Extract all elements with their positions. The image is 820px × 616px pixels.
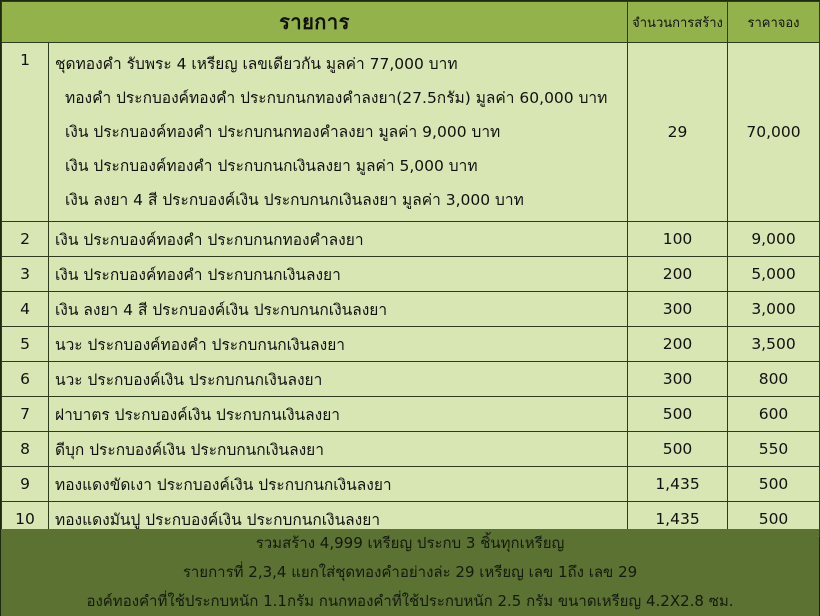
set-item-line: เงิน ประกบองค์ทองคำ ประกบกนกเงินลงยา มูลค่า 5,000 บาท (65, 157, 478, 175)
table-row (2, 327, 820, 362)
row-number: 5 (2, 327, 49, 362)
row-quantity: 200 (628, 327, 728, 362)
table-row (2, 222, 820, 257)
row-number: 6 (2, 362, 49, 397)
summary-line: องค์ทองคำที่ใช้ประกบหนัก 1.1กรัม กนกทองคำที่ใช้ประกบหนัก 2.5 กรัม ขนาดเหรียญ 4.2X2.8 ซม. (86, 592, 734, 610)
table-header-row (2, 2, 820, 43)
row-quantity: 500 (628, 432, 728, 467)
item-column-header: รายการ (2, 2, 628, 43)
table-row (2, 43, 820, 222)
row-description: เงิน ลงยา 4 สี ประกบองค์เงิน ประกบกนกเงินลงยา (49, 292, 628, 327)
price-table (1, 1, 820, 537)
summary-footer (1, 529, 819, 616)
price-column-header: ราคาจอง (728, 2, 820, 43)
row-quantity: 100 (628, 222, 728, 257)
row-price: 3,500 (728, 327, 820, 362)
set-description (49, 43, 628, 222)
row-description: นวะ ประกบองค์เงิน ประกบกนกเงินลงยา (49, 362, 628, 397)
table-row (2, 257, 820, 292)
row-description: ทองแดงขัดเงา ประกบองค์เงิน ประกบกนกเงินลงยา (49, 467, 628, 502)
row-description: เงิน ประกบองค์ทองคำ ประกบกนกเงินลงยา (49, 257, 628, 292)
row-price: 5,000 (728, 257, 820, 292)
table-row (2, 362, 820, 397)
summary-line: รายการที่ 2,3,4 แยกใส่ชุดทองคำอย่างล่ะ 29 เหรียญ เลข 1ถึง เลข 29 (182, 563, 638, 581)
row-price: 500 (728, 502, 820, 537)
set-item-line: เงิน ลงยา 4 สี ประกบองค์เงิน ประกบกนกเงินลงยา มูลค่า 3,000 บาท (65, 191, 524, 209)
table-row (2, 432, 820, 467)
row-number: 9 (2, 467, 49, 502)
quantity-column-header: จำนวนการสร้าง (628, 2, 728, 43)
table-row (2, 467, 820, 502)
set-title: ชุดทองคำ รับพระ 4 เหรียญ เลขเดียวกัน มูลค่า 77,000 บาท (55, 55, 458, 73)
row-quantity: 500 (628, 397, 728, 432)
row-price: 9,000 (728, 222, 820, 257)
row-quantity: 1,435 (628, 467, 728, 502)
row-quantity: 29 (628, 43, 728, 222)
row-number: 10 (2, 502, 49, 537)
row-description: ดีบุก ประกบองค์เงิน ประกบกนกเงินลงยา (49, 432, 628, 467)
row-quantity: 300 (628, 292, 728, 327)
row-quantity: 300 (628, 362, 728, 397)
row-number: 7 (2, 397, 49, 432)
table-row (2, 397, 820, 432)
set-item-line: ทองคำ ประกบองค์ทองคำ ประกบกนกทองคำลงยา(27.5กรัม) มูลค่า 60,000 บาท (65, 89, 608, 107)
row-number: 2 (2, 222, 49, 257)
summary-line: รวมสร้าง 4,999 เหรียญ ประกบ 3 ชิ้นทุกเหรียญ (255, 534, 565, 552)
row-number: 8 (2, 432, 49, 467)
row-quantity: 1,435 (628, 502, 728, 537)
row-price: 500 (728, 467, 820, 502)
row-price: 600 (728, 397, 820, 432)
row-quantity: 200 (628, 257, 728, 292)
row-number: 3 (2, 257, 49, 292)
row-price: 3,000 (728, 292, 820, 327)
row-price: 800 (728, 362, 820, 397)
table-row (2, 292, 820, 327)
row-description: เงิน ประกบองค์ทองคำ ประกบกนกทองคำลงยา (49, 222, 628, 257)
row-description: ทองแดงมันปู ประกบองค์เงิน ประกบกนกเงินลงยา (49, 502, 628, 537)
row-price: 550 (728, 432, 820, 467)
row-number: 4 (2, 292, 49, 327)
row-description: นวะ ประกบองค์ทองคำ ประกบกนกเงินลงยา (49, 327, 628, 362)
row-number: 1 (2, 43, 49, 222)
set-item-line: เงิน ประกบองค์ทองคำ ประกบกนกทองคำลงยา มูลค่า 9,000 บาท (65, 123, 501, 141)
row-price: 70,000 (728, 43, 820, 222)
row-description: ฝาบาตร ประกบองค์เงิน ประกบกนเงินลงยา (49, 397, 628, 432)
